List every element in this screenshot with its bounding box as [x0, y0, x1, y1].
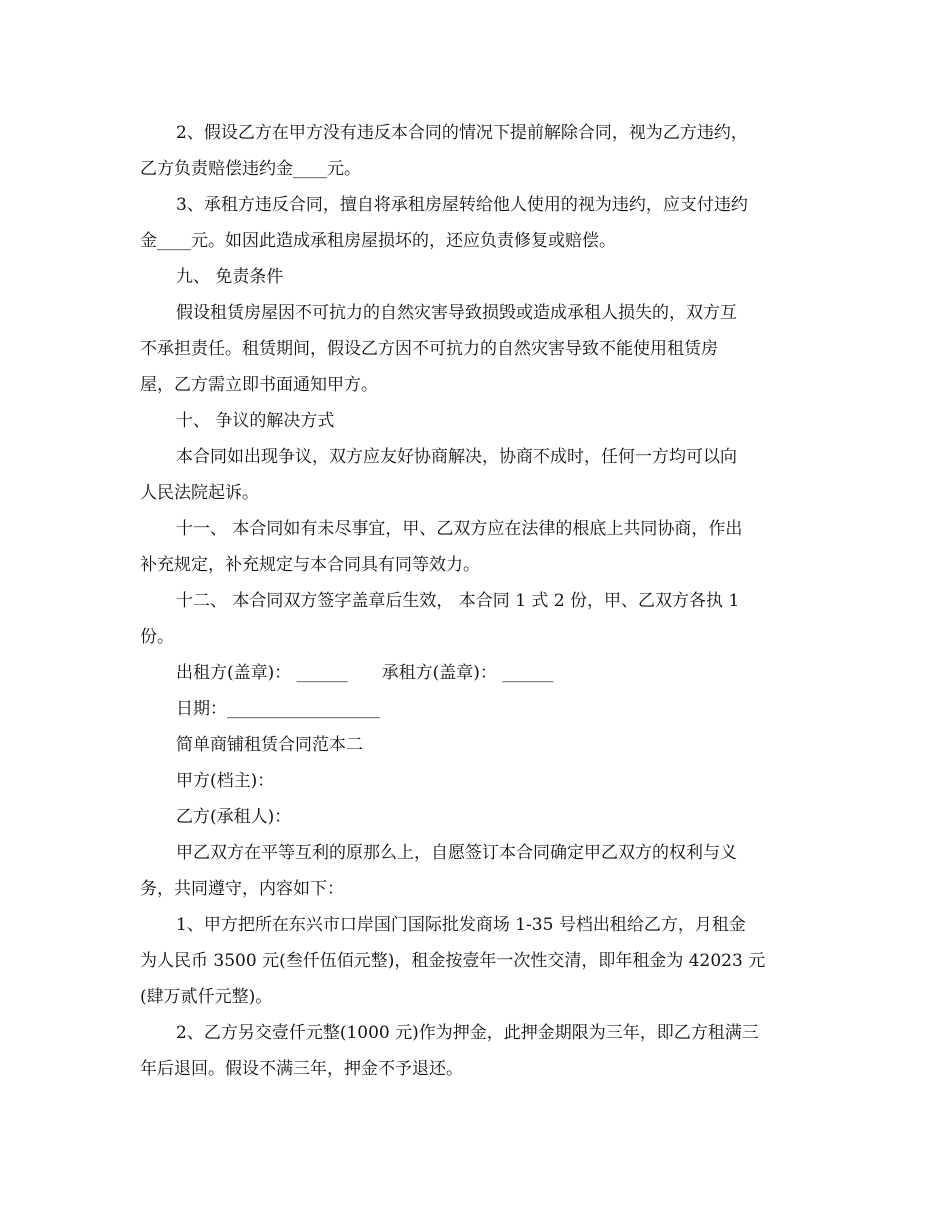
paragraph-line: 2、假设乙方在甲方没有违反本合同的情况下提前解除合同，视为乙方违约， [176, 123, 748, 143]
paragraph-line: 2、乙方另交壹仟元整(1000 元)作为押金，此押金期限为三年，即乙方租满三 [176, 1023, 759, 1043]
paragraph-line: 人民法院起诉。 [140, 483, 259, 503]
paragraph-line: 假设租赁房屋因不可抗力的自然灾害导致损毁或造成承租人损失的，双方互 [176, 303, 737, 323]
paragraph-line: 份。 [140, 627, 174, 647]
paragraph-line: 十二、 本合同双方签字盖章后生效， 本合同 1 式 2 份，甲、乙双方各执 1 [176, 591, 740, 611]
paragraph-line: 补充规定，补充规定与本合同具有同等效力。 [140, 555, 480, 575]
paragraph-line: 务，共同遵守，内容如下： [140, 879, 344, 899]
paragraph-line: 本合同如出现争议，双方应友好协商解决，协商不成时，任何一方均可以向 [176, 447, 737, 467]
document-title: 简单商铺租赁合同范本二 [176, 735, 363, 755]
paragraph-line: 1、甲方把所在东兴市口岸国门国际批发商场 1-35 号档出租给乙方，月租金 [176, 915, 746, 935]
section-heading: 十、 争议的解决方式 [176, 411, 335, 431]
party-line: 甲方(档主)： [176, 771, 275, 791]
paragraph-line: 不承担责任。租赁期间，假设乙方因不可抗力的自然灾害导致不能使用租赁房 [140, 339, 718, 359]
paragraph-line: 十一、 本合同如有未尽事宜，甲、乙双方应在法律的根底上共同协商，作出 [176, 519, 743, 539]
paragraph-line: (肆万贰仟元整)。 [140, 987, 273, 1007]
signature-line [176, 662, 856, 684]
lessor-signature: 出租方(盖章)： ______ [176, 663, 348, 683]
paragraph-line: 年后退回。假设不满三年，押金不予退还。 [140, 1059, 463, 1079]
paragraph-line: 乙方负责赔偿违约金____元。 [140, 159, 361, 179]
section-heading: 九、 免责条件 [176, 267, 284, 287]
lessee-signature: 承租方(盖章)： ______ [381, 663, 554, 683]
date-line: 日期：__________________ [176, 699, 380, 719]
party-line: 乙方(承租人)： [176, 807, 292, 827]
paragraph-line: 屋，乙方需立即书面通知甲方。 [140, 375, 378, 395]
paragraph-line: 金____元。如因此造成承租房屋损坏的，还应负责修复或赔偿。 [140, 231, 616, 251]
paragraph-line: 甲乙双方在平等互利的原那么上，自愿签订本合同确定甲乙双方的权利与义 [176, 843, 737, 863]
paragraph-line: 为人民币 3500 元(叁仟伍佰元整)，租金按壹年一次性交清，即年租金为 42023 元 [140, 951, 766, 971]
paragraph-line: 3、承租方违反合同，擅自将承租房屋转给他人使用的视为违约，应支付违约 [176, 195, 748, 215]
